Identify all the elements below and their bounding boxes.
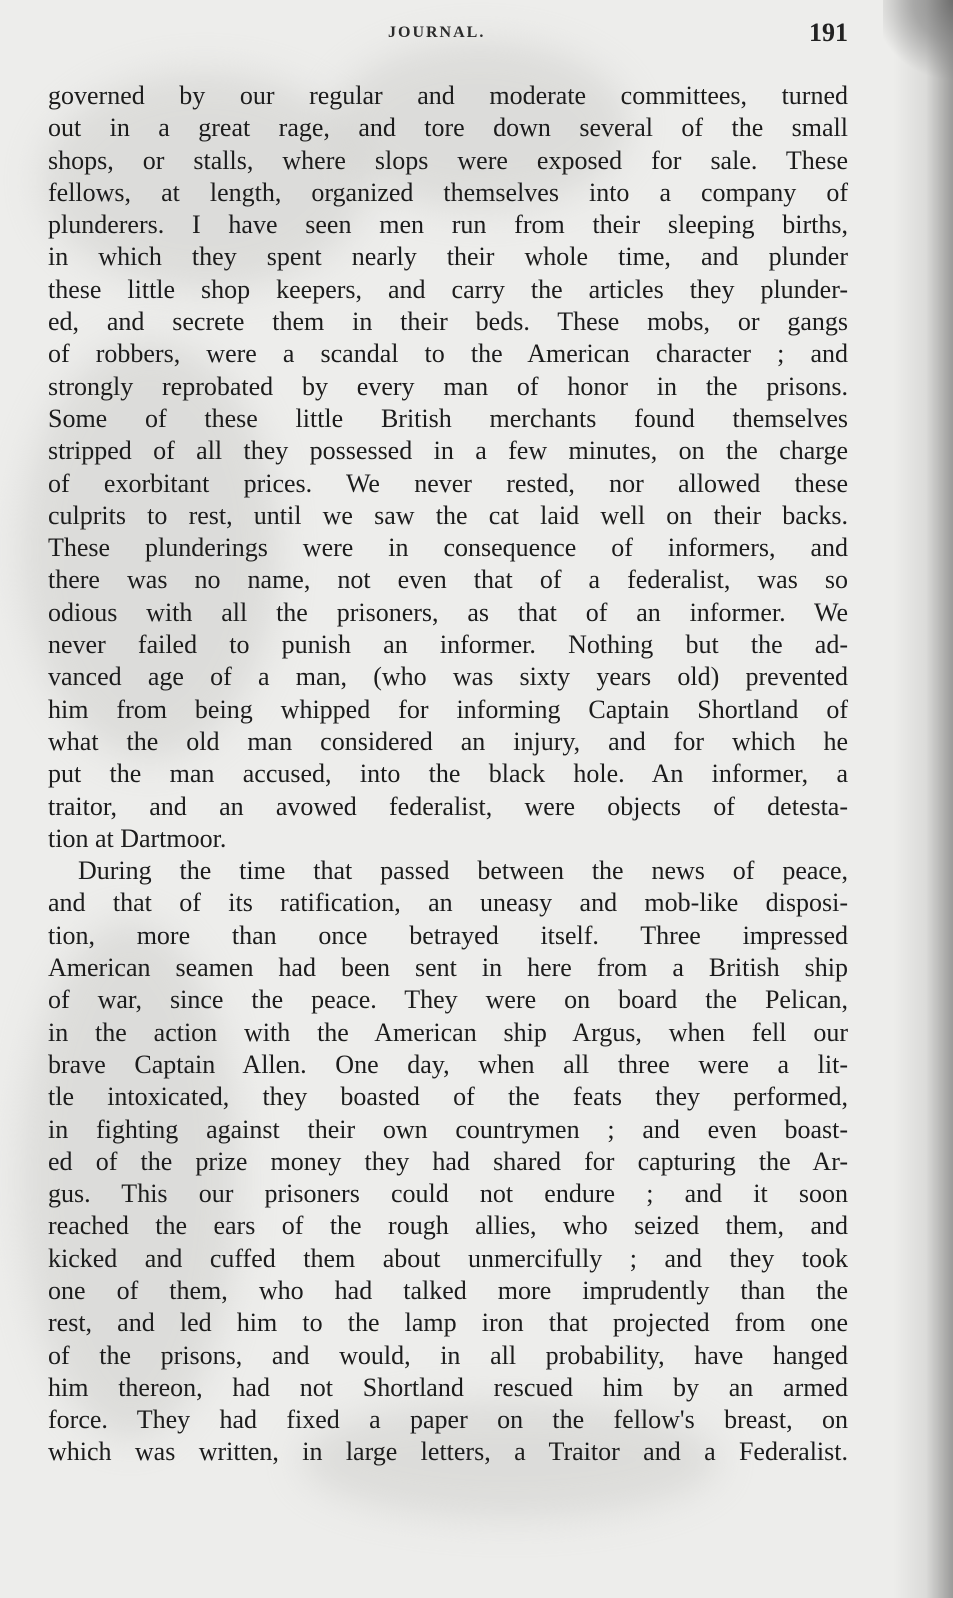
body-text <box>48 80 848 1469</box>
text-line: these little shop keepers, and carry the articles they plunder- <box>48 274 848 304</box>
text-line: traitor, and an avowed federalist, were objects of detesta- <box>48 791 848 821</box>
text-line: Some of these little British merchants found themselves <box>48 403 848 433</box>
page-number: 191 <box>809 18 848 47</box>
text-line: kicked and cuffed them about unmercifully ; and they took <box>48 1243 848 1273</box>
text-line: force. They had fixed a paper on the fellow's breast, on <box>48 1405 848 1435</box>
text-line: American seamen had been sent in here from a British ship <box>48 953 848 983</box>
text-line: which was written, in large letters, a Traitor and a Federalist. <box>48 1437 848 1467</box>
text-line: tion at Dartmoor. <box>48 823 227 853</box>
running-head-title: JOURNAL. <box>388 24 486 41</box>
text-line: of exorbitant prices. We never rested, nor allowed these <box>48 468 848 498</box>
page-edge-shadow <box>893 0 953 1598</box>
text-line: reached the ears of the rough allies, who seized them, and <box>48 1211 848 1241</box>
text-line: out in a great rage, and tore down several of the small <box>48 113 848 143</box>
text-line: During the time that passed between the news of peace, <box>78 856 848 886</box>
text-line: and that of its ratification, an uneasy and mob-like disposi- <box>48 888 848 918</box>
text-line: tion, more than once betrayed itself. Three impressed <box>48 920 848 950</box>
text-line: one of them, who had talked more imprudently than the <box>48 1275 848 1305</box>
text-line: in fighting against their own countrymen ; and even boast- <box>48 1114 848 1144</box>
text-line: him from being whipped for informing Captain Shortland of <box>48 694 848 724</box>
text-line: rest, and led him to the lamp iron that projected from one <box>48 1308 848 1338</box>
running-head <box>48 18 848 52</box>
text-line: brave Captain Allen. One day, when all three were a lit- <box>48 1049 848 1079</box>
text-line: tle intoxicated, they boasted of the feats they performed, <box>48 1082 848 1112</box>
text-line: culprits to rest, until we saw the cat laid well on their backs. <box>48 500 848 530</box>
text-line: governed by our regular and moderate committees, turned <box>48 81 848 110</box>
text-line: These plunderings were in consequence of informers, and <box>48 533 848 563</box>
text-line: vanced age of a man, (who was sixty years old) prevented <box>48 662 848 692</box>
text-line: there was no name, not even that of a federalist, was so <box>48 565 848 595</box>
text-line: shops, or stalls, where slops were exposed for sale. These <box>48 145 848 175</box>
text-line: in the action with the American ship Argus, when fell our <box>48 1017 848 1047</box>
text-line: strongly reprobated by every man of honor in the prisons. <box>48 371 848 401</box>
text-line: gus. This our prisoners could not endure ; and it soon <box>48 1179 848 1209</box>
text-line: him thereon, had not Shortland rescued him by an armed <box>48 1372 848 1402</box>
text-line: what the old man considered an injury, and for which he <box>48 726 848 756</box>
text-line: of war, since the peace. They were on board the Pelican, <box>48 985 848 1015</box>
text-line: never failed to punish an informer. Nothing but the ad- <box>48 630 848 660</box>
text-line: ed, and secrete them in their beds. These mobs, or gangs <box>48 307 848 337</box>
text-line: stripped of all they possessed in a few minutes, on the charge <box>48 436 848 466</box>
text-line: in which they spent nearly their whole time, and plunder <box>48 242 848 272</box>
page-corner-mark <box>883 0 953 90</box>
text-line: plunderers. I have seen men run from their sleeping births, <box>48 210 848 240</box>
text-line: ed of the prize money they had shared for capturing the Ar- <box>48 1146 848 1176</box>
text-line: of robbers, were a scandal to the American character ; and <box>48 339 848 369</box>
text-line: of the prisons, and would, in all probability, have hanged <box>48 1340 848 1370</box>
text-line: odious with all the prisoners, as that of an informer. We <box>48 597 848 627</box>
text-line: fellows, at length, organized themselves into a company of <box>48 177 848 207</box>
text-line: put the man accused, into the black hole. An informer, a <box>48 759 848 789</box>
